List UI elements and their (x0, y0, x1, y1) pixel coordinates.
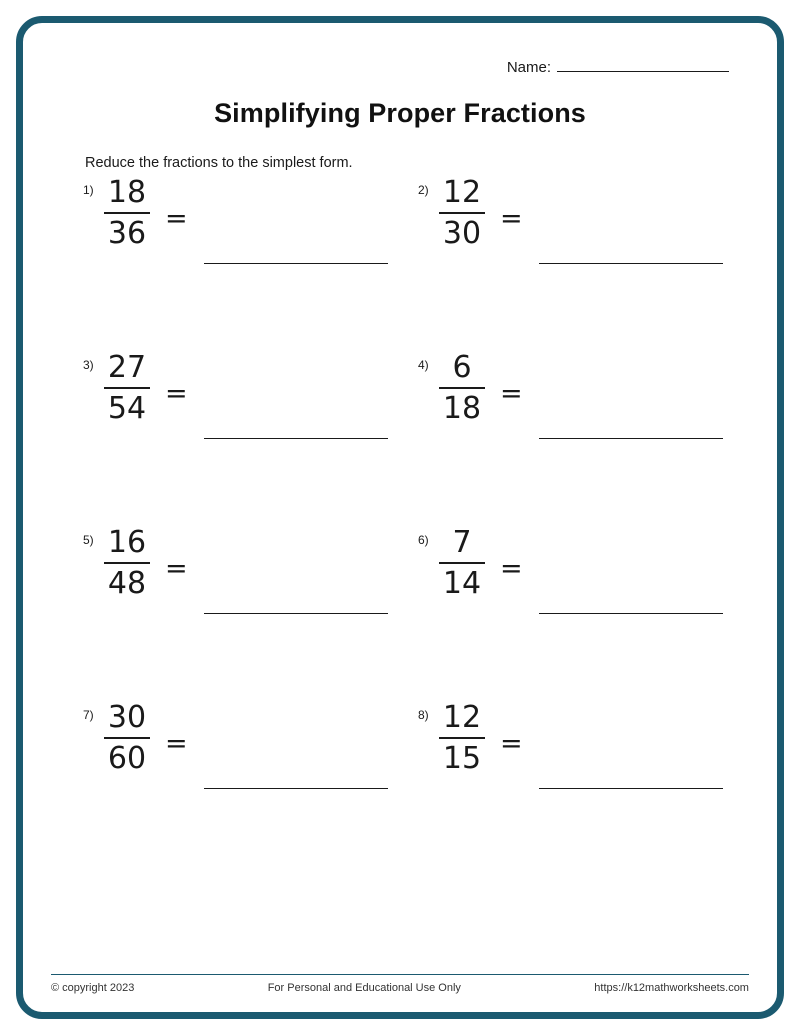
fraction-numerator: 12 (442, 175, 482, 210)
problem-number: 7) (83, 708, 94, 722)
page-title: Simplifying Proper Fractions (214, 98, 586, 128)
answer-blank[interactable] (539, 702, 723, 789)
name-input-line[interactable] (557, 57, 729, 72)
answer-blank[interactable] (539, 177, 723, 264)
problem-item (400, 527, 735, 702)
fraction (438, 525, 486, 602)
equals-sign: = (500, 553, 523, 584)
problem-number: 1) (83, 183, 94, 197)
equals-sign: = (500, 378, 523, 409)
fraction-bar (104, 737, 150, 739)
problem-grid (65, 177, 735, 877)
fraction-numerator: 18 (107, 175, 147, 210)
fraction-denominator: 15 (442, 741, 482, 777)
footer-copyright: © copyright 2023 (51, 982, 135, 994)
footer-usage-note: For Personal and Educational Use Only (267, 982, 461, 994)
problem-item (400, 352, 735, 527)
equals-sign: = (165, 203, 188, 234)
name-field-row (65, 57, 735, 76)
worksheet-content (23, 23, 777, 1012)
fraction-denominator: 36 (107, 216, 147, 252)
equals-sign: = (165, 728, 188, 759)
answer-blank[interactable] (204, 177, 388, 264)
problem-item (65, 702, 400, 877)
fraction (438, 350, 486, 427)
instructions-text: Reduce the fractions to the simplest form. (85, 155, 353, 171)
fraction-bar (439, 387, 485, 389)
equals-sign: = (165, 378, 188, 409)
fraction-numerator: 16 (107, 525, 147, 560)
answer-blank[interactable] (204, 702, 388, 789)
fraction-bar (104, 562, 150, 564)
answer-blank[interactable] (539, 352, 723, 439)
footer (51, 974, 749, 994)
fraction-denominator: 60 (107, 741, 147, 777)
fraction (438, 700, 486, 777)
worksheet-border (16, 16, 784, 1019)
fraction (103, 700, 151, 777)
fraction-denominator: 14 (442, 566, 482, 602)
problem-number: 3) (83, 358, 94, 372)
equals-sign: = (500, 728, 523, 759)
answer-blank[interactable] (539, 527, 723, 614)
problem-number: 8) (418, 708, 429, 722)
fraction-bar (104, 212, 150, 214)
fraction-bar (104, 387, 150, 389)
problem-item (65, 177, 400, 352)
fraction-denominator: 30 (442, 216, 482, 252)
fraction (438, 175, 486, 252)
fraction-denominator: 54 (107, 391, 147, 427)
footer-divider (51, 974, 749, 975)
footer-url[interactable]: https://k12mathworksheets.com (594, 982, 749, 994)
fraction-numerator: 6 (452, 350, 472, 385)
equals-sign: = (165, 553, 188, 584)
fraction-numerator: 27 (107, 350, 147, 385)
answer-blank[interactable] (204, 527, 388, 614)
fraction-bar (439, 737, 485, 739)
fraction-numerator: 12 (442, 700, 482, 735)
fraction-bar (439, 212, 485, 214)
problem-item (400, 177, 735, 352)
fraction (103, 175, 151, 252)
name-label: Name: (506, 59, 551, 76)
problem-item (65, 352, 400, 527)
equals-sign: = (500, 203, 523, 234)
fraction (103, 350, 151, 427)
problem-item (65, 527, 400, 702)
problem-number: 4) (418, 358, 429, 372)
fraction (103, 525, 151, 602)
footer-row (51, 982, 749, 994)
fraction-numerator: 30 (107, 700, 147, 735)
problem-number: 6) (418, 533, 429, 547)
answer-blank[interactable] (204, 352, 388, 439)
fraction-bar (439, 562, 485, 564)
problem-number: 5) (83, 533, 94, 547)
fraction-denominator: 18 (442, 391, 482, 427)
problem-number: 2) (418, 183, 429, 197)
fraction-numerator: 7 (452, 525, 472, 560)
fraction-denominator: 48 (107, 566, 147, 602)
problem-item (400, 702, 735, 877)
